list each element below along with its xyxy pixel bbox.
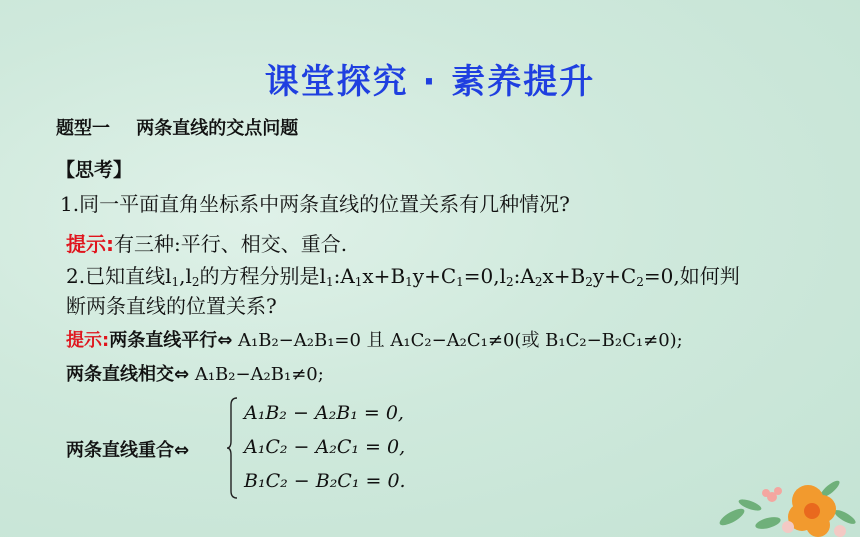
- coincide-eq-1: A₁B₂ − A₂B₁ = 0,: [244, 402, 404, 424]
- section-heading: [56, 114, 318, 140]
- parallel-condition: A₁B₂−A₂B₁=0 且 A₁C₂−A₂C₁≠0(或 B₁C₂−B₂C₁≠0);: [232, 330, 683, 351]
- q2-part: x+B: [542, 264, 586, 288]
- left-brace: [226, 397, 238, 499]
- answer-1: [66, 228, 347, 257]
- q2-part: 2.已知直线l: [66, 264, 172, 288]
- question-1: 1.同一平面直角坐标系中两条直线的位置关系有几种情况?: [60, 192, 570, 216]
- coincide-prefix: 两条直线重合⇔: [66, 440, 190, 461]
- q2-part: :A: [333, 264, 355, 288]
- answer-coincide: [66, 436, 189, 462]
- question-2-line2: 断两条直线的位置关系?: [66, 294, 277, 318]
- intersect-prefix: 两条直线相交⇔: [66, 364, 190, 385]
- q2-part: 的方程分别是l: [199, 264, 326, 288]
- question-2: 2.已知直线$l_1,l_2$的方程分别是$l_1:A_1x+B_1y+C_1=0,l_2:A_2x+B_2y+C_2=0$,如何判: [66, 264, 740, 289]
- answer-1-text: 有三种:平行、相交、重合.: [114, 232, 348, 256]
- answer-intersect: [66, 360, 324, 386]
- q2-part: x+B: [362, 264, 406, 288]
- q2-part: =0,如何判: [643, 264, 740, 288]
- coincide-eq-3: B₁C₂ − B₂C₁ = 0.: [244, 470, 406, 492]
- hint-label: 提示:: [66, 232, 114, 256]
- q2-part: y+C: [592, 264, 637, 288]
- coincide-eq-2: A₁C₂ − A₂C₁ = 0,: [244, 436, 406, 458]
- slide-title: [0, 54, 860, 103]
- section-label: 题型一: [56, 118, 110, 139]
- title-right: 素养提升: [451, 62, 596, 102]
- parallel-prefix: 两条直线平行⇔: [109, 330, 233, 351]
- flower-decoration-image: [710, 427, 860, 537]
- think-label: 【思考】: [56, 159, 133, 181]
- answer-parallel: [66, 326, 683, 352]
- q2-part: :A: [513, 264, 535, 288]
- q2-part: =0,l: [463, 264, 507, 288]
- q2-part: y+C: [412, 264, 457, 288]
- title-dot: ·: [422, 62, 438, 102]
- title-left: 课堂探究: [264, 62, 409, 102]
- q2-part: ,l: [179, 264, 192, 288]
- hint-label-2: 提示:: [66, 330, 110, 351]
- intersect-condition: A₁B₂−A₂B₁≠0;: [189, 364, 324, 385]
- section-topic: 两条直线的交点问题: [136, 118, 299, 139]
